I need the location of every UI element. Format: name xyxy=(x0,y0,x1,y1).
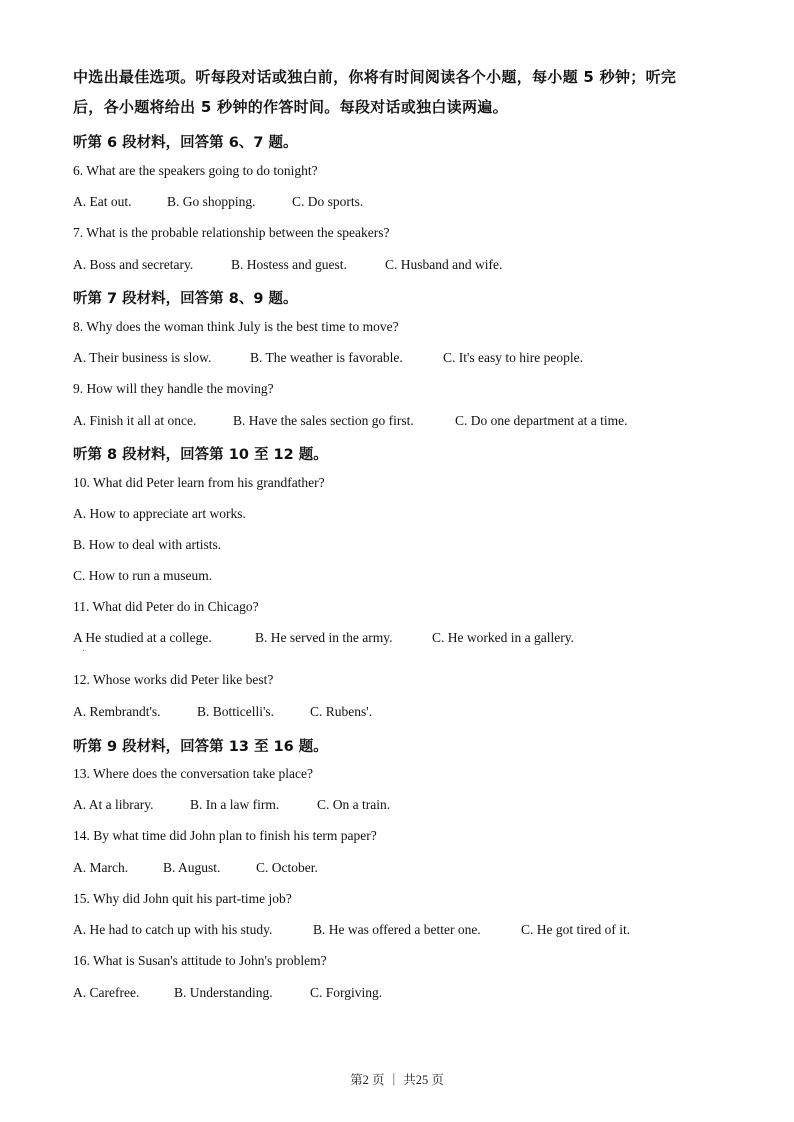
page-number-footer: 第2 页 ｜ 共25 页 xyxy=(350,1073,444,1087)
option-b: B. Understanding. xyxy=(174,985,273,1000)
section-heading: 听第 6 段材料，回答第 6、7 题。 xyxy=(73,135,298,151)
option-c: C. How to run a museum. xyxy=(73,568,213,583)
option-a: A. At a library. xyxy=(73,797,154,812)
section-heading: 听第 9 段材料，回答第 13 至 16 题。 xyxy=(73,739,328,755)
option-a: A. Finish it all at once. xyxy=(73,413,197,428)
question-9: 9. How will they handle the moving? xyxy=(73,381,274,396)
option-a: A. How to appreciate art works. xyxy=(73,506,246,521)
option-b: B. In a law firm. xyxy=(190,797,280,812)
option-b: B. August. xyxy=(163,860,221,875)
option-c: C. He worked in a gallery. xyxy=(432,630,574,645)
option-c: C. It's easy to hire people. xyxy=(443,350,584,365)
option-a: A. Carefree. xyxy=(73,985,140,1000)
option-a: A. He had to catch up with his study. xyxy=(73,922,273,937)
question-13: 13. Where does the conversation take place? xyxy=(73,766,314,781)
option-c: C. Rubens'. xyxy=(310,704,373,719)
option-b: B. How to deal with artists. xyxy=(73,537,222,552)
question-10: 10. What did Peter learn from his grandfather? xyxy=(73,475,325,490)
scan-speck xyxy=(83,650,84,651)
option-b: B. Go shopping. xyxy=(167,194,256,209)
question-7: 7. What is the probable relationship between the speakers? xyxy=(73,225,390,240)
section-heading: 听第 8 段材料，回答第 10 至 12 题。 xyxy=(73,447,328,463)
option-b: B. Hostess and guest. xyxy=(231,257,347,272)
option-b: B. Have the sales section go first. xyxy=(233,413,414,428)
option-a: A. Boss and secretary. xyxy=(73,257,194,272)
option-c: C. Husband and wife. xyxy=(385,257,503,272)
question-11: 11. What did Peter do in Chicago? xyxy=(73,599,259,614)
option-b: B. Botticelli's. xyxy=(197,704,275,719)
option-a: A. Rembrandt's. xyxy=(73,704,161,719)
section-heading: 听第 7 段材料，回答第 8、9 题。 xyxy=(73,291,298,307)
option-c: C. October. xyxy=(256,860,318,875)
instructions xyxy=(73,62,733,122)
option-b: B. He was offered a better one. xyxy=(313,922,481,937)
question-12: 12. Whose works did Peter like best? xyxy=(73,672,274,687)
option-a: A. Their business is slow. xyxy=(73,350,212,365)
option-a: A. March. xyxy=(73,860,129,875)
instructions-line-1: 中选出最佳选项。听每段对话或独白前，你将有时间阅读各个小题，每小题 5 秒钟；听完 xyxy=(73,68,677,86)
option-c: C. He got tired of it. xyxy=(521,922,631,937)
instructions-line-2: 后，各小题将给出 5 秒钟的作答时间。每段对话或独白读两遍。 xyxy=(73,98,508,116)
question-8: 8. Why does the woman think July is the best time to move? xyxy=(73,319,399,334)
option-a: A He studied at a college. xyxy=(73,630,212,645)
question-6: 6. What are the speakers going to do tonight? xyxy=(73,163,318,178)
option-c: C. Do sports. xyxy=(292,194,364,209)
option-c: C. Do one department at a time. xyxy=(455,413,628,428)
option-c: C. Forgiving. xyxy=(310,985,383,1000)
question-16: 16. What is Susan's attitude to John's problem? xyxy=(73,953,327,968)
question-14: 14. By what time did John plan to finish his term paper? xyxy=(73,828,377,843)
option-a: A. Eat out. xyxy=(73,194,132,209)
option-c: C. On a train. xyxy=(317,797,391,812)
option-b: B. He served in the army. xyxy=(255,630,393,645)
option-b: B. The weather is favorable. xyxy=(250,350,403,365)
question-15: 15. Why did John quit his part-time job? xyxy=(73,891,292,906)
